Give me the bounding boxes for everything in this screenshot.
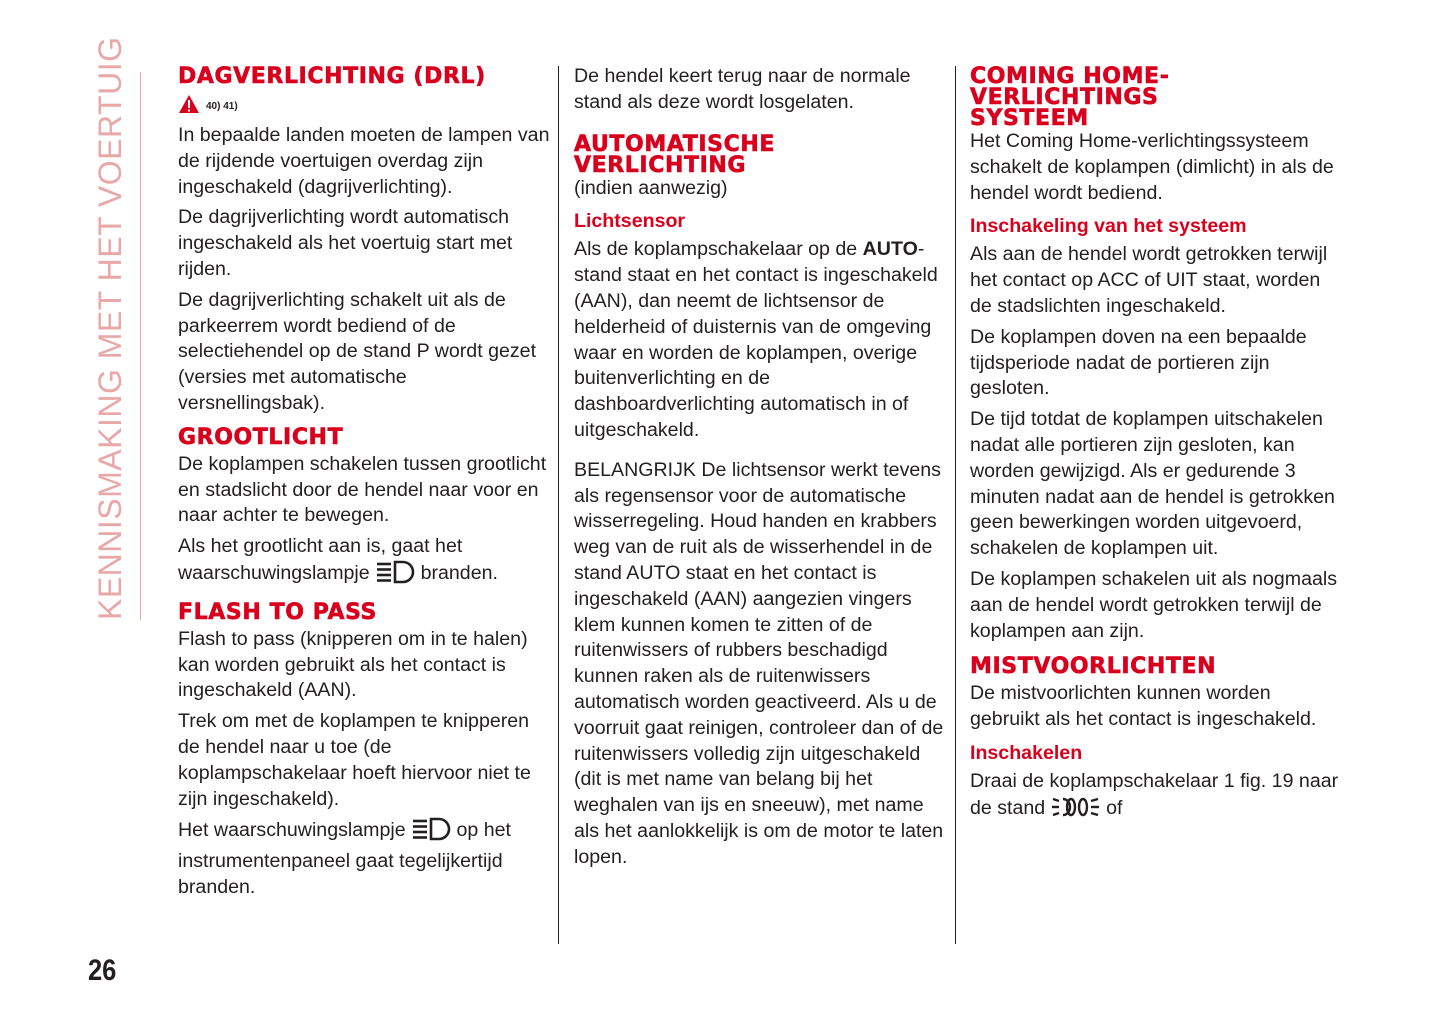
high-beam-icon <box>375 560 415 592</box>
paragraph: De mistvoorlichten kunnen worden gebruikt als het contact is ingeschakeld. <box>970 682 1317 731</box>
heading-line: COMING HOME- <box>970 64 1170 89</box>
heading-flash-to-pass: FLASH TO PASS <box>178 599 377 625</box>
paragraph: De dagrijverlichting wordt automatisch ingeschakeld als het voertuig start met rijden. <box>178 206 513 280</box>
heading-high-beam: GROOTLICHT <box>178 424 344 450</box>
warning-triangle-icon <box>178 94 200 119</box>
paragraph: De koplampen schakelen tussen grootlicht en stadslicht door de hendel naar voor en naar achter te bewegen. <box>178 452 547 527</box>
paragraph: De koplampen schakelen uit als nogmaals aan de hendel wordt getrokken terwijl de koplampen aan zijn. <box>970 567 1338 642</box>
paragraph <box>178 534 550 592</box>
heading-light-sensor: Lichtsensor <box>574 210 686 233</box>
text: Draai de koplampschakelaar 1 fig. 19 naar de stand <box>970 769 1339 819</box>
paragraph: De dagrijverlichting schakelt uit als de parkeerrem wordt bediend of de selectiehendel op de stand P wordt gezet (versies met automatische versnellingsbak). <box>178 288 537 414</box>
column-3 <box>970 64 1342 832</box>
text: of <box>1106 796 1123 819</box>
paragraph: De koplampen doven na een bepaalde tijdsperiode nadat de portieren zijn gesloten. <box>970 325 1307 400</box>
heading-drl: DAGVERLICHTING (DRL) <box>178 64 486 89</box>
paragraph: Trek om met de koplampen te knipperen de hendel naar u toe (de koplampschakelaar hoeft hiervoor niet te zijn ingeschakeld). <box>178 710 531 810</box>
paragraph <box>574 237 946 443</box>
warning-reference <box>178 89 550 123</box>
text: op het instrumentenpaneel gaat tegelijkertijd branden. <box>178 819 511 898</box>
parking-light-icon <box>1051 795 1101 827</box>
heading-fog-lights: MISTVOORLICHTEN <box>970 654 1217 680</box>
paragraph: Als aan de hendel wordt getrokken terwijl het contact op ACC of UIT staat, worden de stadslichten ingeschakeld. <box>970 243 1328 317</box>
warning-refs: 40) 41) <box>206 100 238 112</box>
subheading-note: (indien aanwezig) <box>574 176 728 199</box>
heading-line: VERLICHTINGS <box>970 85 1159 110</box>
paragraph: Flash to pass (knipperen om in te halen) kan worden gebruikt als het contact is ingeschakeld (AAN). <box>178 627 528 702</box>
paragraph <box>970 769 1342 827</box>
column-divider <box>558 66 559 944</box>
text: Als het grootlicht aan is, gaat het waarschuwingslampje <box>178 535 463 584</box>
side-section-title: KENNISMAKING MET HET VOERTUIG <box>92 36 128 620</box>
paragraph <box>178 817 550 900</box>
paragraph: De tijd totdat de koplampen uitschakelen nadat alle portieren zijn gesloten, kan worden gewijzigd. Als er gedurende 3 minuten nadat aan de hendel is getrokken geen bewerkingen worden uitgevoerd, schakelen de koplampen uit. <box>970 408 1335 560</box>
text: -stand staat en het contact is ingeschakeld (AAN), dan neemt de lichtsensor de helderheid of duisternis van de omgeving waar en worden de koplampen, overige buitenverlichting en de dashboardverlichting automatisch in of uitgeschakeld. <box>574 238 938 441</box>
heading-switch-on: Inschakelen <box>970 741 1083 764</box>
heading-line: AUTOMATISCHE <box>574 131 775 157</box>
text: branden. <box>420 561 498 584</box>
heading-coming-home <box>970 66 1342 129</box>
heading-line: VERLICHTING <box>574 152 747 178</box>
heading-system-enable: Inschakeling van het systeem <box>970 215 1247 238</box>
high-beam-icon <box>411 817 451 849</box>
paragraph: In bepaalde landen moeten de lampen van de rijdende voertuigen overdag zijn ingeschakeld (dagrijverlichting). <box>178 124 550 198</box>
column-divider <box>955 66 956 944</box>
important-note: BELANGRIJK De lichtsensor werkt tevens als regensensor voor de automatische wisserregeling. Houd handen en krabbers weg van de ruit als de wisserhendel in de stand AUTO staat en het contact is ingeschakeld (AAN) aangezien vingers klem kunnen komen te zitten of de ruitenwissers of rubbers beschadigd kunnen raken als de ruitenwissers automatisch worden geactiveerd. Als u de voorruit gaat reinigen, controleer dan of de ruitenwissers volledig zijn uitgeschakeld (dit is met name van belang bij het weghalen van ijs en sneeuw), met name als het aanlokkelijk is om de motor te laten lopen. <box>574 458 944 868</box>
heading-line: SYSTEEM <box>970 106 1089 131</box>
text: Het waarschuwingslampje <box>178 819 406 842</box>
page-number: 26 <box>88 954 117 987</box>
column-1 <box>178 64 550 906</box>
auto-label: AUTO <box>862 238 918 261</box>
paragraph: De hendel keert terug naar de normale stand als deze wordt losgelaten. <box>574 65 911 113</box>
text: Als de koplampschakelaar op de <box>574 238 858 261</box>
column-2 <box>574 64 946 876</box>
heading-automatic-lighting <box>574 131 946 178</box>
paragraph: Het Coming Home-verlichtingssysteem schakelt de koplampen (dimlicht) in als de hendel wordt bediend. <box>970 130 1334 204</box>
side-rule <box>140 72 141 620</box>
